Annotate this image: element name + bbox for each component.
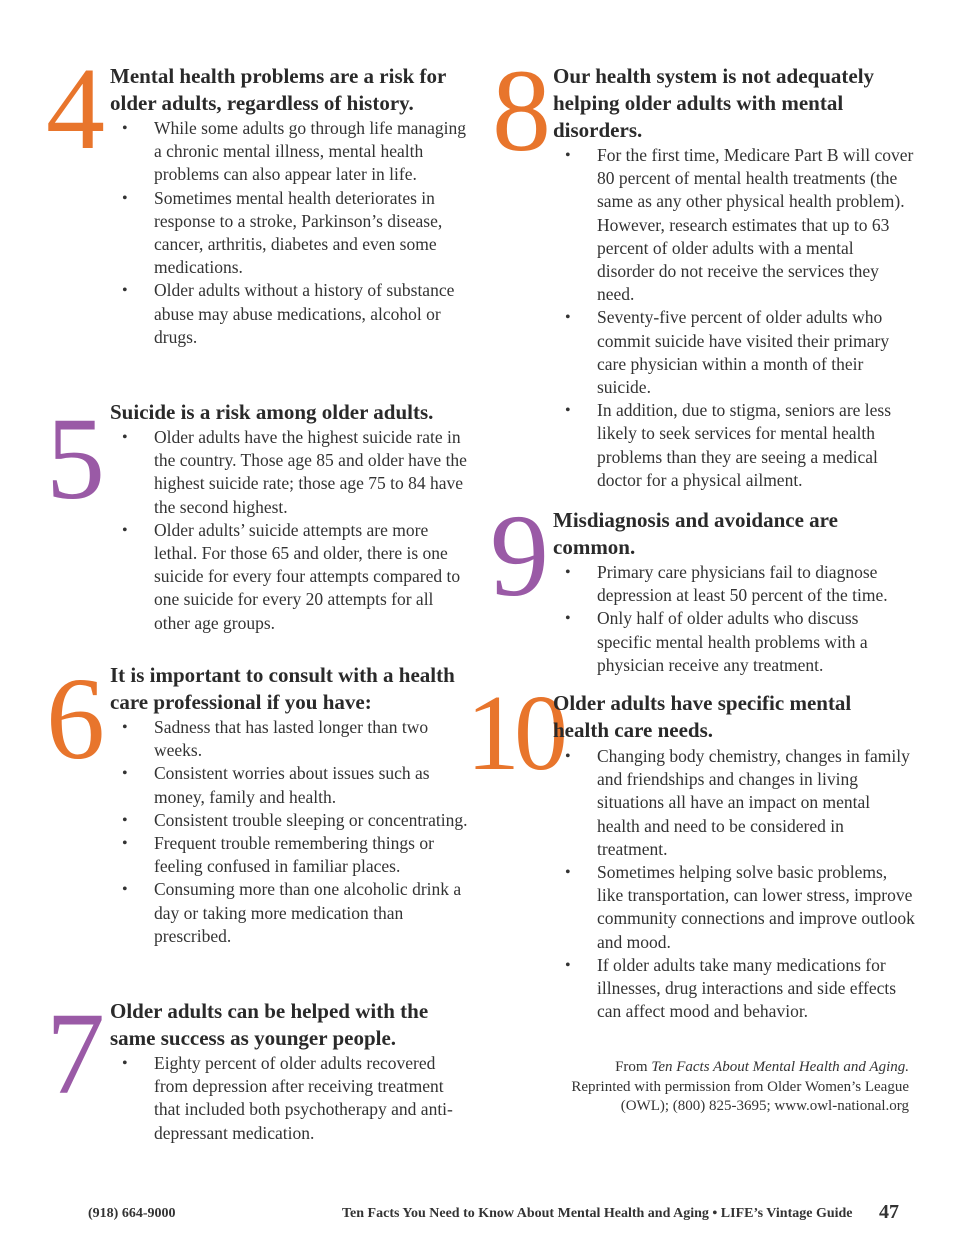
fact-bullet-list xyxy=(553,745,915,1023)
fact-bullet-list xyxy=(553,561,915,677)
fact-bullet-list xyxy=(110,426,470,635)
credit-source-line: From Ten Facts About Mental Health and Aging. xyxy=(615,1059,909,1075)
list-item: • Frequent trouble remembering things or feeling confused in familiar places. xyxy=(122,833,434,877)
list-item: • Consuming more than one alcoholic drink a day or taking more medication than prescribed. xyxy=(122,879,462,946)
list-item: • Primary care physicians fail to diagnose depression at least 50 percent of the time. xyxy=(565,562,888,606)
list-item: • While some adults go through life managing a chronic mental illness, mental health problems can also appear later in life. xyxy=(122,118,467,185)
fact-heading: Mental health problems are a risk for older adults, regardless of history. xyxy=(110,64,446,115)
list-item: • For the first time, Medicare Part B will cover 80 percent of mental health treatments (the same as any other physical health problem). However, research estimates that up to 63 percent of older adults with a mental disorder do not receive the services they need. xyxy=(565,145,914,305)
list-item: • Sometimes mental health deteriorates in response to a stroke, Parkinson’s disease, cancer, arthritis, diabetes and even some medications. xyxy=(122,187,443,278)
footer-title: Ten Facts You Need to Know About Mental Health and Aging • LIFE’s Vintage Guide xyxy=(342,1206,853,1221)
list-item: • Changing body chemistry, changes in family and friendships and changes in living situations all have an impact on mental health and need to be considered in treatment. xyxy=(565,746,910,859)
fact-bullet-list xyxy=(110,1052,470,1145)
fact-bullet-list xyxy=(110,117,470,349)
fact-bullet-list xyxy=(110,716,470,948)
list-item: • Eighty percent of older adults recovered from depression after receiving treatment that included both psychotherapy and anti-depressant medication. xyxy=(122,1053,453,1143)
credit-contact-line: (OWL); (800) 825-3695; www.owl-national.org xyxy=(620,1098,909,1114)
fact-number: 4 xyxy=(46,43,105,174)
list-item: • Sadness that has lasted longer than two weeks. xyxy=(122,717,429,761)
fact-bullet-list xyxy=(553,144,915,492)
fact-number: 6 xyxy=(46,653,105,784)
fact-heading: It is important to consult with a health care professional if you have: xyxy=(110,663,455,714)
fact-heading: Older adults can be helped with the same success as younger people. xyxy=(110,999,429,1050)
fact-number: 5 xyxy=(46,393,105,524)
fact-number: 9 xyxy=(490,490,549,621)
credit-reprint-line: Reprinted with permission from Older Women’s League xyxy=(571,1078,909,1095)
source-credit xyxy=(555,1058,909,1117)
fact-number: 10 xyxy=(466,674,562,793)
list-item: • Consistent trouble sleeping or concentrating. xyxy=(122,809,468,830)
fact-heading: Misdiagnosis and avoidance are common. xyxy=(553,508,838,559)
list-item: • Only half of older adults who discuss specific mental health problems with a physician receive any treatment. xyxy=(565,608,868,675)
page-number: 47 xyxy=(879,1201,899,1223)
list-item: • Older adults’ suicide attempts are more lethal. For those 65 and older, there is one suicide for every four attempts compared to one suicide for every 20 attempts for all other age groups. xyxy=(122,519,461,633)
fact-number: 8 xyxy=(492,45,551,176)
list-item: • If older adults take many medications for illnesses, drug interactions and side effects can affect mood and behavior. xyxy=(565,954,897,1022)
fact-number: 7 xyxy=(46,988,105,1119)
fact-heading: Older adults have specific mental health care needs. xyxy=(553,691,852,742)
footer-phone: (918) 664-9000 xyxy=(88,1206,176,1221)
list-item: • Older adults have the highest suicide rate in the country. Those age 85 and older have the highest suicide rate; those age 75 to 84 have the second highest. xyxy=(122,427,467,517)
list-item: • Sometimes helping solve basic problems, like transportation, can lower stress, improve community connections and improve outlook and mood. xyxy=(565,862,915,952)
list-item: • Older adults without a history of substance abuse may abuse medications, alcohol or drugs. xyxy=(122,280,455,347)
fact-heading: Our health system is not adequately helping older adults with mental disorders. xyxy=(553,64,875,142)
list-item: • Consistent worries about issues such as money, family and health. xyxy=(122,763,430,807)
credit-source-title: Ten Facts About Mental Health and Aging. xyxy=(651,1059,909,1075)
list-item: • In addition, due to stigma, seniors are less likely to seek services for mental health problems than they are seeing a medical doctor for a physical ailment. xyxy=(565,400,892,490)
fact-heading: Suicide is a risk among older adults. xyxy=(110,400,434,424)
list-item: • Seventy-five percent of older adults who commit suicide have visited their primary care physician within a month of their suicide. xyxy=(565,307,890,398)
